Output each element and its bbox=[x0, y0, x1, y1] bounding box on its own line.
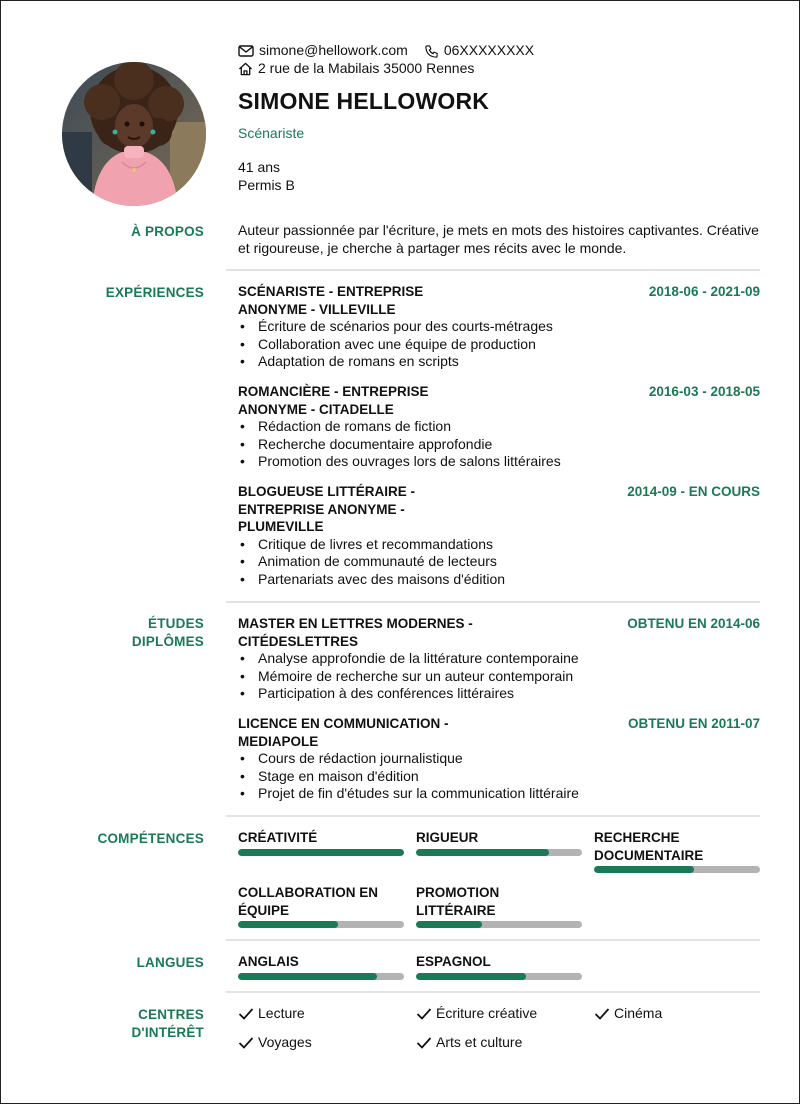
bullet-item: • Partenariats avec des maisons d'édition bbox=[238, 571, 760, 589]
interest-item bbox=[416, 1034, 522, 1052]
entry-date: 2018-06 - 2021-09 bbox=[648, 284, 760, 299]
language-bar-fill bbox=[416, 973, 526, 980]
experience-entry bbox=[238, 283, 760, 371]
skill-bar bbox=[238, 921, 404, 928]
experience-entry bbox=[238, 383, 760, 471]
entry-date: 2014-09 - EN COURS bbox=[627, 484, 760, 499]
entry-date: OBTENU EN 2011-07 bbox=[627, 716, 760, 731]
skill-bar bbox=[238, 849, 404, 856]
section-label-line: D'INTÉRÊT bbox=[131, 1024, 204, 1040]
bullet-item: • Promotion des ouvrages lors de salons littéraires bbox=[238, 453, 760, 471]
interest-item bbox=[238, 1005, 305, 1023]
interest-label: Écriture créative bbox=[436, 1005, 538, 1021]
age: 41 ans bbox=[238, 159, 281, 175]
driving-license: Permis B bbox=[238, 177, 295, 193]
experience-entry bbox=[238, 483, 760, 588]
language-bar-fill bbox=[238, 973, 377, 980]
bullet-item: • Mémoire de recherche sur un auteur contemporain bbox=[238, 668, 760, 686]
interest-label: Arts et culture bbox=[436, 1034, 523, 1050]
section-divider bbox=[226, 815, 760, 817]
bullet-item: • Cours de rédaction journalistique bbox=[238, 750, 760, 768]
address-item bbox=[238, 60, 474, 78]
bullet-item: • Collaboration avec une équipe de production bbox=[238, 336, 760, 354]
bullet-list bbox=[238, 318, 760, 371]
check-icon bbox=[416, 1007, 432, 1021]
language-name: ANGLAIS bbox=[238, 954, 299, 969]
avatar bbox=[62, 62, 206, 206]
skill-bar bbox=[416, 849, 582, 856]
skill-item bbox=[416, 829, 582, 856]
entry-date: 2016-03 - 2018-05 bbox=[648, 384, 760, 399]
bullet-item: • Écriture de scénarios pour des courts-métrages bbox=[238, 318, 760, 336]
address-text: 2 rue de la Mabilais 35000 Rennes bbox=[258, 60, 475, 77]
section-label-skills: COMPÉTENCES bbox=[97, 831, 204, 846]
education-entry bbox=[238, 615, 760, 703]
section-label-line: ÉTUDES bbox=[148, 616, 204, 631]
section-label-about: À PROPOS bbox=[131, 224, 204, 239]
skill-name: PROMOTION LITTÉRAIRE bbox=[416, 885, 500, 918]
skill-bar bbox=[416, 921, 582, 928]
check-icon bbox=[238, 1036, 254, 1050]
language-bar bbox=[416, 973, 582, 980]
skill-item bbox=[594, 829, 760, 873]
entry-title: LICENCE EN COMMUNICATION - MEDIAPOLE bbox=[238, 716, 449, 749]
skill-bar-fill bbox=[416, 921, 482, 928]
phone-item[interactable] bbox=[424, 42, 534, 60]
skill-item bbox=[238, 884, 404, 928]
skill-item bbox=[416, 884, 582, 928]
skill-name: COLLABORATION EN ÉQUIPE bbox=[238, 885, 378, 918]
bullet-item: • Rédaction de romans de fiction bbox=[238, 418, 760, 436]
check-icon bbox=[416, 1036, 432, 1050]
skill-bar-fill bbox=[416, 849, 549, 856]
phone-icon bbox=[424, 44, 439, 59]
skill-bar-fill bbox=[238, 921, 338, 928]
bullet-item: • Animation de communauté de lecteurs bbox=[238, 553, 760, 571]
interest-item bbox=[238, 1034, 312, 1052]
check-icon bbox=[238, 1007, 254, 1021]
job-title: Scénariste bbox=[238, 125, 305, 141]
skill-name: CRÉATIVITÉ bbox=[238, 830, 318, 845]
bullet-list bbox=[238, 418, 760, 471]
entry-date: OBTENU EN 2014-06 bbox=[627, 616, 760, 631]
skill-name: RECHERCHE DOCUMENTAIRE bbox=[594, 830, 704, 863]
interest-label: Cinéma bbox=[614, 1005, 663, 1021]
home-icon bbox=[238, 62, 253, 76]
bullet-item: • Recherche documentaire approfondie bbox=[238, 436, 760, 454]
profile-photo bbox=[62, 62, 206, 206]
about-text: Auteur passionnée par l'écriture, je mets en mots des histoires captivantes. Créative et rigoureuse, je cherche à partager mes récits avec le monde. bbox=[238, 222, 759, 256]
bullet-item: • Participation à des conférences littéraires bbox=[238, 685, 760, 703]
interest-label: Lecture bbox=[258, 1005, 305, 1021]
interest-item bbox=[416, 1005, 537, 1023]
bullet-item: • Critique de livres et recommandations bbox=[238, 536, 760, 554]
entry-title: MASTER EN LETTRES MODERNES - CITÉDESLETTRES bbox=[238, 616, 473, 649]
language-bar bbox=[238, 973, 404, 980]
section-divider bbox=[226, 601, 760, 603]
language-item bbox=[238, 953, 404, 980]
section-label-languages: LANGUES bbox=[136, 955, 204, 970]
section-label-line: CENTRES bbox=[138, 1007, 204, 1022]
email-item[interactable] bbox=[238, 42, 408, 60]
phone-text: 06XXXXXXXX bbox=[443, 42, 535, 59]
section-divider bbox=[226, 939, 760, 941]
interest-item bbox=[594, 1005, 662, 1023]
check-icon bbox=[594, 1007, 610, 1021]
section-label-interests bbox=[131, 1006, 204, 1041]
contact-info bbox=[238, 42, 550, 78]
entry-title: SCÉNARISTE - ENTREPRISE ANONYME - VILLEVILLE bbox=[238, 284, 424, 317]
skill-item bbox=[238, 829, 404, 856]
bullet-list bbox=[238, 750, 760, 803]
section-label-line: DIPLÔMES bbox=[131, 633, 204, 649]
skill-bar bbox=[594, 866, 760, 873]
bullet-list bbox=[238, 536, 760, 589]
bullet-item: • Analyse approfondie de la littérature contemporaine bbox=[238, 650, 760, 668]
section-divider bbox=[226, 269, 760, 271]
bullet-item: • Stage en maison d'édition bbox=[238, 768, 760, 786]
skill-name: RIGUEUR bbox=[416, 830, 479, 845]
skill-bar-fill bbox=[238, 849, 404, 856]
bullet-item: • Adaptation de romans en scripts bbox=[238, 353, 760, 371]
email-text: simone@hellowork.com bbox=[259, 42, 408, 59]
mail-icon bbox=[238, 45, 254, 57]
education-entry bbox=[238, 715, 760, 803]
section-label-experiences: EXPÉRIENCES bbox=[105, 285, 204, 300]
bullet-list bbox=[238, 650, 760, 703]
language-name: ESPAGNOL bbox=[416, 954, 491, 969]
bullet-item: • Projet de fin d'études sur la communication littéraire bbox=[238, 785, 760, 803]
section-divider bbox=[226, 991, 760, 993]
entry-title: BLOGUEUSE LITTÉRAIRE - ENTREPRISE ANONYME - PLUMEVILLE bbox=[238, 484, 416, 534]
entry-title: ROMANCIÈRE - ENTREPRISE ANONYME - CITADELLE bbox=[238, 384, 429, 417]
section-label-education bbox=[132, 615, 204, 650]
skill-bar-fill bbox=[594, 866, 694, 873]
candidate-name: SIMONE HELLOWORK bbox=[238, 88, 490, 114]
language-item bbox=[416, 953, 582, 980]
interest-label: Voyages bbox=[258, 1034, 312, 1050]
